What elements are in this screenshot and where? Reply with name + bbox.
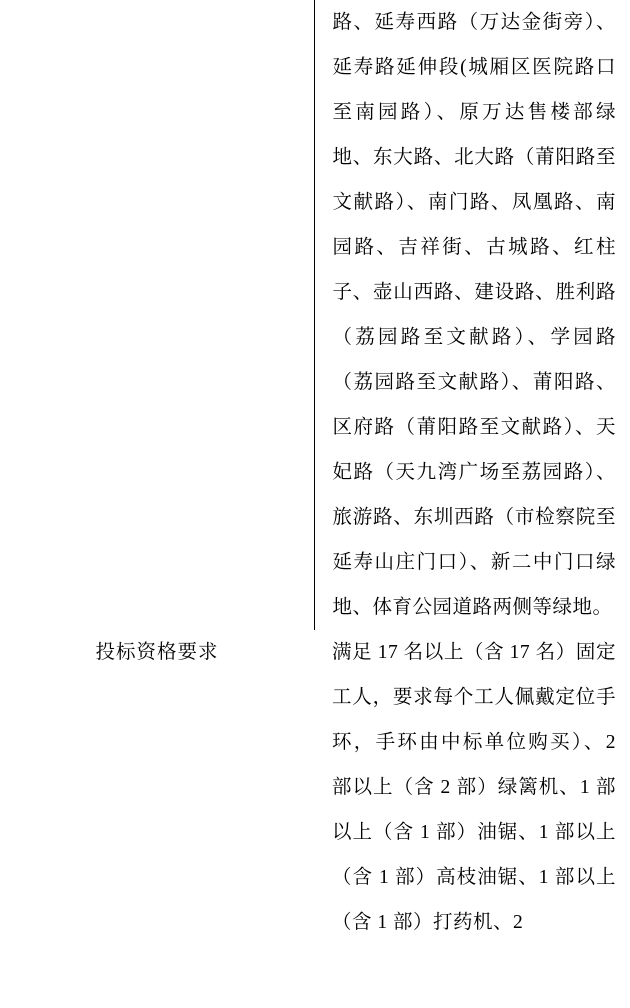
bid-qualification-label: 投标资格要求 [95,642,219,663]
row-value-cell-bid-qualification [314,630,630,945]
row-label-cell-continued [0,0,314,630]
row-value-cell-continued [314,0,630,630]
table-row [0,630,630,945]
row-label-cell-bid-qualification [0,630,314,945]
scope-of-work-text: 路、延寿西路（万达金街旁）、延寿路延伸段(城厢区医院路口至南园路）、原万达售楼部绿地、东大路、北大路（莆阳路至文献路）、南门路、凤凰路、南园路、吉祥街、古城路、红柱子、壶山西路、建设路、胜利路（荔园路至文献路）、学园路（荔园路至文献路）、莆阳路、区府路（莆阳路至文献路）、天妃路（天九湾广场至荔园路）、旅游路、东圳西路（市检察院至延寿山庄门口）、新二中门口绿地、体育公园道路两侧等绿地。 [332,12,616,618]
bid-qualification-text: 满足 17 名以上（含 17 名）固定工人，要求每个工人佩戴定位手环，手环由中标单位购买）、2 部以上（含 2 部）绿篱机、1 部以上（含 1 部）油锯、1 部以上（含 1 部）高枝油锯、1 部以上（含 1 部）打药机、2 [332,642,616,933]
